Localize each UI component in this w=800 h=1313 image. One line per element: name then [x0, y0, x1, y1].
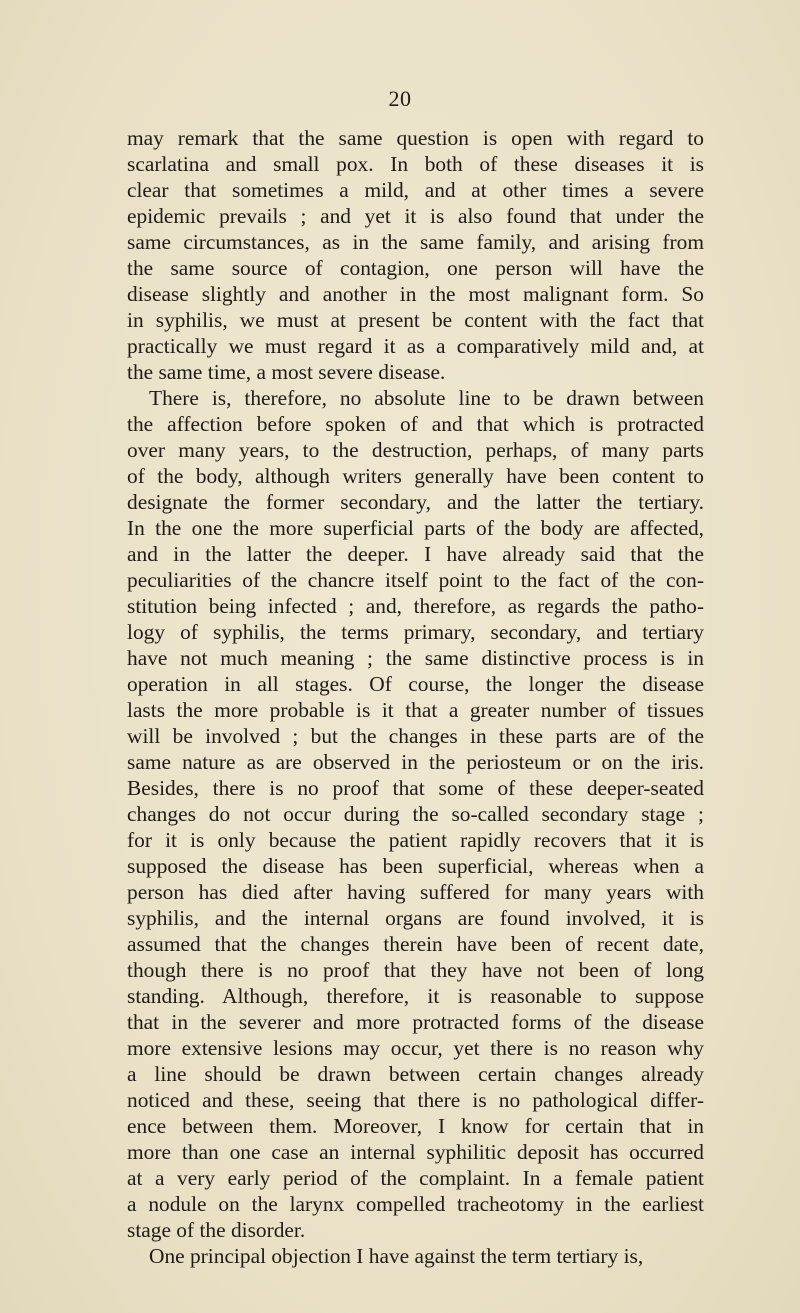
text-line: person has died after having suffered for many years with [127, 880, 704, 904]
text-line: Besides, there is no proof that some of these deeper-seated [127, 776, 704, 800]
text-line: stage of the disorder. [127, 1218, 306, 1242]
text-line: standing. Although, therefore, it is reasonable to suppose [127, 984, 704, 1008]
text-line: will be involved ; but the changes in these parts are of the [127, 724, 704, 748]
text-line: scarlatina and small pox. In both of these diseases it is [127, 152, 704, 176]
text-line: practically we must regard it as a comparatively mild and, at [127, 334, 704, 358]
text-line: though there is no proof that they have not been of long [127, 958, 704, 982]
text-line: stitution being infected ; and, therefore, as regards the patho- [127, 594, 704, 618]
text-line: There is, therefore, no absolute line to be drawn between [149, 386, 704, 410]
text-line: lasts the more probable is it that a greater number of tissues [127, 698, 704, 722]
text-line: assumed that the changes therein have been of recent date, [127, 932, 704, 956]
text-line: clear that sometimes a mild, and at other times a severe [127, 178, 704, 202]
text-line: supposed the disease has been superficial, whereas when a [127, 854, 704, 878]
text-line: at a very early period of the complaint. In a female patient [127, 1166, 704, 1190]
text-line: that in the severer and more protracted forms of the disease [127, 1010, 704, 1034]
text-line: have not much meaning ; the same distinctive process is in [127, 646, 704, 670]
text-line: In the one the more superficial parts of the body are affected, [127, 516, 704, 540]
text-line: a nodule on the larynx compelled tracheotomy in the earliest [127, 1192, 704, 1216]
text-line: for it is only because the patient rapidly recovers that it is [127, 828, 704, 852]
text-line: of the body, although writers generally have been content to [127, 464, 704, 488]
text-line: more than one case an internal syphilitic deposit has occurred [127, 1140, 704, 1164]
text-line: the affection before spoken of and that which is protracted [127, 412, 704, 436]
page-number: 20 [388, 86, 412, 111]
text-line: and in the latter the deeper. I have already said that the [127, 542, 704, 566]
text-line: same circumstances, as in the same family, and arising from [127, 230, 704, 254]
text-line: the same source of contagion, one person will have the [127, 256, 704, 280]
text-line: syphilis, and the internal organs are found involved, it is [127, 906, 704, 930]
text-line: may remark that the same question is open with regard to [127, 126, 704, 150]
text-line: epidemic prevails ; and yet it is also found that under the [127, 204, 704, 228]
text-line: logy of syphilis, the terms primary, secondary, and tertiary [127, 620, 704, 644]
text-line: operation in all stages. Of course, the longer the disease [127, 672, 704, 696]
text-line: disease slightly and another in the most malignant form. So [127, 282, 704, 306]
text-line: designate the former secondary, and the latter the tertiary. [127, 490, 704, 514]
text-line: in syphilis, we must at present be content with the fact that [127, 308, 704, 332]
text-line: ence between them. Moreover, I know for certain that in [127, 1114, 704, 1138]
text-line: a line should be drawn between certain changes already [127, 1062, 704, 1086]
text-line: peculiarities of the chancre itself point to the fact of the con- [127, 568, 704, 592]
text-line: One principal objection I have against the term tertiary is, [149, 1244, 644, 1268]
body-text [127, 125, 704, 1269]
text-line: noticed and these, seeing that there is no pathological differ- [127, 1088, 704, 1112]
text-line: same nature as are observed in the periosteum or on the iris. [127, 750, 704, 774]
text-line: changes do not occur during the so-called secondary stage ; [127, 802, 704, 826]
text-line: over many years, to the destruction, perhaps, of many parts [127, 438, 704, 462]
text-line: more extensive lesions may occur, yet there is no reason why [127, 1036, 704, 1060]
text-line: the same time, a most severe disease. [127, 360, 446, 384]
